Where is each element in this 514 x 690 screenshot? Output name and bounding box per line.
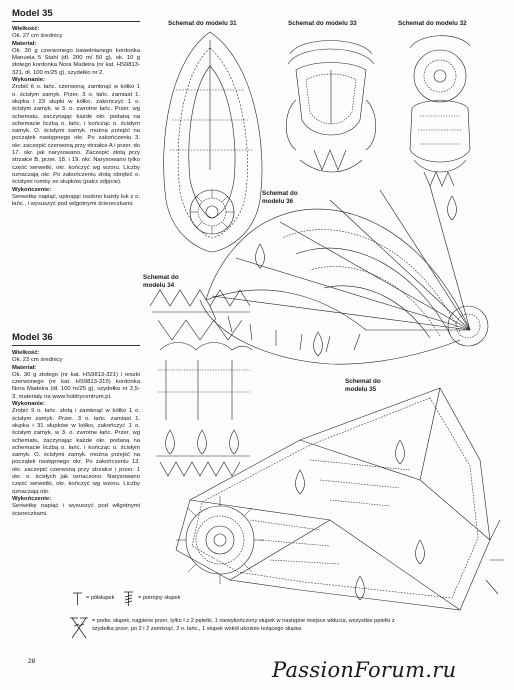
- diagram-35: [176, 385, 504, 610]
- model-36-work-heading: Wykonanie:: [12, 401, 45, 408]
- legend-crossed-stitch-note: = podw. słupek, najpierw przer. tylko I z 2 pętelki, 1 niewykończony słupek w następne miejsce wkłucia, wszystkie pętelki z szydełka przer. po 2 i 2 zamknąć, 2 o. łańc., 1 słupek wokół ukośnie leżącego słupka: [92, 618, 395, 632]
- diagram-33: [286, 41, 376, 173]
- legend-half-double-crochet: = półsłupek: [86, 595, 115, 601]
- model-36-work: Zrobić 9 o. łańc. złotą i zamknąć w kółko 1 o. ścisłym zamyk. Przer. 3 o. łańc. zamiast 1. słupka i 31 słupków w kółko, zakończyć 1 o. ścisłym zamyk. w 3. o. zwrotne łańc. Przer. wg schematu, zaczynając każde okr. podaną na schemacie liczbą o. łańc. i kończąc o. ścisłym zamyk. O. ścisłymi zamyk. można przejść na początek następnego okr. Po zakończeniu 13. okr. zaczepić czerwoną przy strzałce i przer. 1 okr. o. ścisłych jak oznaczono. Narysowano część serwetki, okr. kończyć wg wzoru. Liczby oznaczają okr.: [12, 408, 140, 495]
- diagram-32: [410, 36, 470, 186]
- label-schemat-32: Schemat do modelu 32: [398, 20, 467, 27]
- diagram-36: [200, 186, 488, 364]
- model-35-size-heading: Wielkość:: [12, 26, 40, 32]
- model-36-size-heading: Wielkość:: [12, 350, 40, 356]
- model-36-material: Ok. 30 g złotego (nr kat. HS9813-321) i reszki czerwonego (nr kat. HS9813-315) kordonka Nora Madeira (dł. 100 m/25 g), szydełko nr 2,5-3, materiały na www.hobbycentrum.pl.: [12, 371, 140, 400]
- label-schemat-34-line2: modelu 34: [143, 281, 175, 289]
- crossed-stitch-symbol: [70, 618, 88, 638]
- model-36-finish-heading: Wykończenie:: [12, 495, 52, 502]
- label-schemat-33: Schemat do modelu 33: [288, 20, 357, 27]
- diagram-31: [164, 32, 262, 252]
- triple-crochet-symbol: [124, 592, 133, 606]
- label-schemat-31: Schemat do modelu 31: [168, 20, 237, 27]
- model-35-title: Model 35: [12, 8, 140, 22]
- label-schemat-35-line1: Schemat do: [345, 378, 381, 385]
- model-36-finish: Serwetkę napiąć i wysuszyć pod wilgotnymi ściereczkami.: [12, 503, 140, 517]
- model-35-material: Ok. 30 g czerwonego bawełnianego kordonka Manuela 5 Stahl (dł. 200 m/ 50 g), ok. 10 g złotego kordonka Nora Madeira (nr kat. HS9813-321, dł. 100 m/25 g), szydełko nr 2.: [12, 47, 140, 76]
- watermark: PassionForum.ru: [272, 658, 457, 682]
- model-35-work: Zrobić 6 o. łańc. czerwoną, zamknąć w kółko 1 o. ścisłym zamyk. Przer. 3 o. łańc. zamiast 1. słupka i 23 słupki w kółko, zakończyć 1 o. ścisłym zamyk. w 3. o. zwrotne łańc. Przer. wg schematu, zaczynając każde okr. podaną na schemacie liczbą o. łańc. i kończąc o. ścisłym zamyk. O. ścisłymi zamyk. można przejść na początek następnego okr. Po zakończeniu 3. okr. zaczepić czerwoną przy strzałce A i przer. do 17. okr. jak narysowano. Zaczepić złotą przy strzałce B, przer. 18. i 19. okr. Narysowano tylko część serwetki, okr. kończyć wg wzoru. Liczby oznaczają okr. Po zakończeniu złotą obrębić o. ścisłymi romby ze słupków (patrz zdjęcie).: [12, 84, 141, 186]
- label-schemat-34-line1: Schemat do: [143, 274, 179, 281]
- label-schemat-36-line1: Schemat do: [262, 190, 298, 197]
- label-schemat-36-line2: modelu 36: [262, 197, 294, 205]
- model-35-finish-heading: Wykończenie:: [12, 186, 52, 193]
- half-double-crochet-symbol: [73, 593, 82, 605]
- model-35-material-heading: Materiał:: [12, 40, 37, 47]
- page-number: 28: [28, 658, 36, 665]
- model-36-size: Ok. 22 cm średnicy: [12, 357, 63, 364]
- model-35-size: Ok. 27 cm średnicy: [12, 33, 63, 40]
- label-schemat-35-line2: modelu 35: [345, 385, 377, 393]
- diagram-34: [150, 290, 252, 476]
- model-35-work-heading: Wykonanie:: [12, 77, 45, 84]
- model-35-finish: Serwetkę napiąć, upinając osobno każdy łuk z o. łańc., i wysuszyć pod wilgotnymi ściereczkami.: [12, 193, 140, 208]
- model-36-material-heading: Materiał:: [12, 364, 37, 371]
- legend-triple-crochet: = potrójny słupek: [138, 595, 181, 601]
- model-36-title: Model 36: [12, 332, 140, 346]
